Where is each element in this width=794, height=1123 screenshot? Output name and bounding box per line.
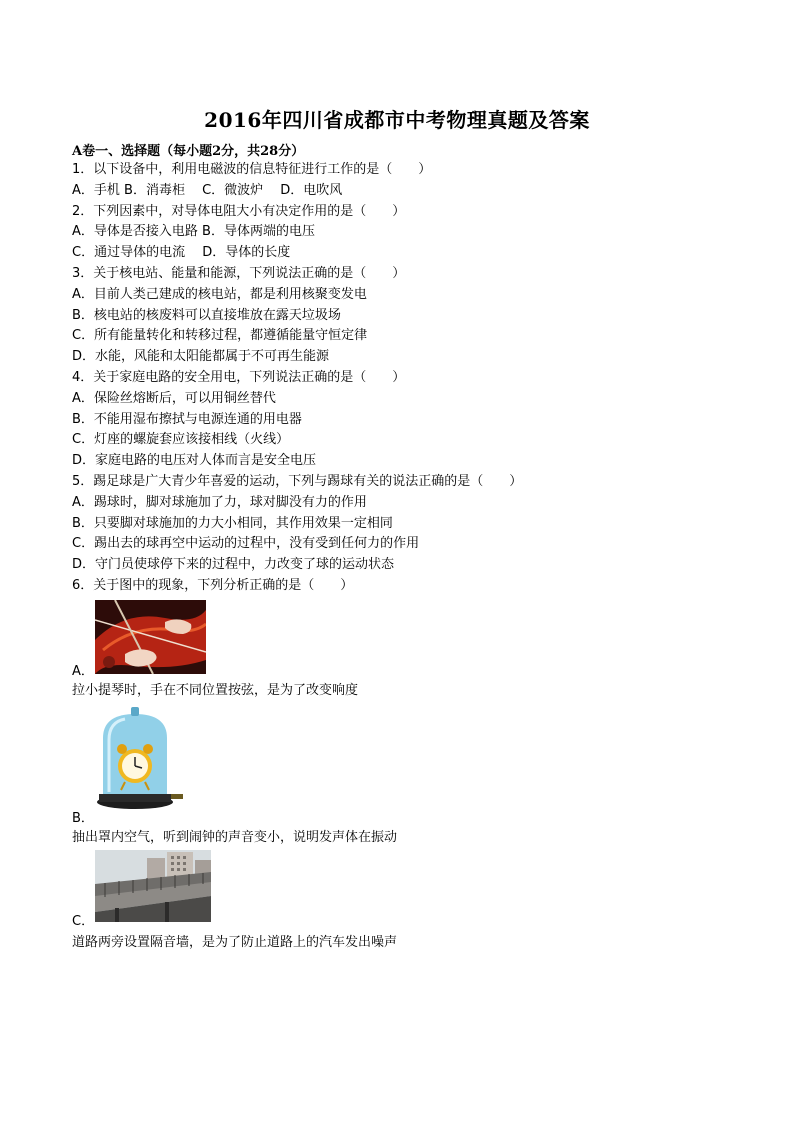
section-heading: A卷一、选择题（每小题2分，共28分） — [72, 144, 305, 159]
q5-option-c: C．踢出去的球再空中运动的过程中，没有受到任何力的作用 — [72, 536, 420, 552]
q6-option-b-letter: B． — [72, 811, 94, 826]
noise-barrier-image — [95, 850, 211, 922]
q2-stem: 2．下列因素中，对导体电阻大小有决定作用的是（ ） — [72, 203, 406, 219]
q3-option-d: D．水能，风能和太阳能都属于不可再生能源 — [72, 349, 330, 365]
q3-stem: 3．关于核电站、能量和能源，下列说法正确的是（ ） — [72, 265, 406, 281]
q1-options: A．手机 B．消毒柜 C．微波炉 D．电吹风 — [72, 182, 343, 198]
q2-options-cd: C．通过导体的电流 D．导体的长度 — [72, 245, 291, 261]
q5-option-a: A．踢球时，脚对球施加了力，球对脚没有力的作用 — [72, 494, 367, 510]
q3-option-c: C．所有能量转化和转移过程，都遵循能量守恒定律 — [72, 328, 368, 344]
q4-option-d: D．家庭电路的电压对人体而言是安全电压 — [72, 453, 317, 469]
q3-option-a: A．目前人类己建成的核电站，都是利用核聚变发电 — [72, 286, 367, 302]
q6-option-b-text: 抽出罩内空气，听到闹钟的声音变小，说明发声体在振动 — [72, 830, 398, 845]
q6-option-a-text: 拉小提琴时，手在不同位置按弦，是为了改变响度 — [72, 683, 359, 698]
q6-option-a-letter: A． — [72, 664, 94, 679]
bell-jar-clock-image — [95, 704, 185, 814]
q6-option-c — [72, 848, 732, 950]
q6-option-c-letter: C． — [72, 914, 95, 929]
q5-option-b: B．只要脚对球施加的力大小相同，其作用效果一定相同 — [72, 515, 393, 531]
q6-stem: 6．关于图中的现象，下列分析正确的是（ ） — [72, 577, 354, 593]
q5-option-d: D．守门员使球停下来的过程中，力改变了球的运动状态 — [72, 557, 395, 573]
q4-option-c: C．灯座的螺旋套应该接相线（火线） — [72, 432, 290, 448]
q6-option-b — [72, 702, 732, 844]
q4-option-b: B．不能用湿布擦拭与电源连通的用电器 — [72, 411, 302, 427]
q4-option-a: A．保险丝熔断后，可以用铜丝替代 — [72, 390, 276, 406]
q4-stem: 4．关于家庭电路的安全用电，下列说法正确的是（ ） — [72, 369, 406, 385]
document-title: 2016年四川省成都市中考物理真题及答案 — [204, 108, 590, 132]
q1-stem: 1．以下设备中，利用电磁波的信息特征进行工作的是（ ） — [72, 162, 432, 177]
q5-stem: 5．踢足球是广大青少年喜爱的运动，下列与踢球有关的说法正确的是（ ） — [72, 473, 523, 489]
q2-options-ab: A．导体是否接入电路 B．导体两端的电压 — [72, 224, 315, 240]
question-lines — [72, 160, 732, 597]
violin-image — [95, 600, 206, 674]
q3-option-b: B．核电站的核废料可以直接堆放在露天垃圾场 — [72, 307, 341, 323]
q6-option-a — [72, 598, 732, 696]
q6-option-c-text: 道路两旁设置隔音墙，是为了防止道路上的汽车发出噪声 — [72, 935, 398, 950]
